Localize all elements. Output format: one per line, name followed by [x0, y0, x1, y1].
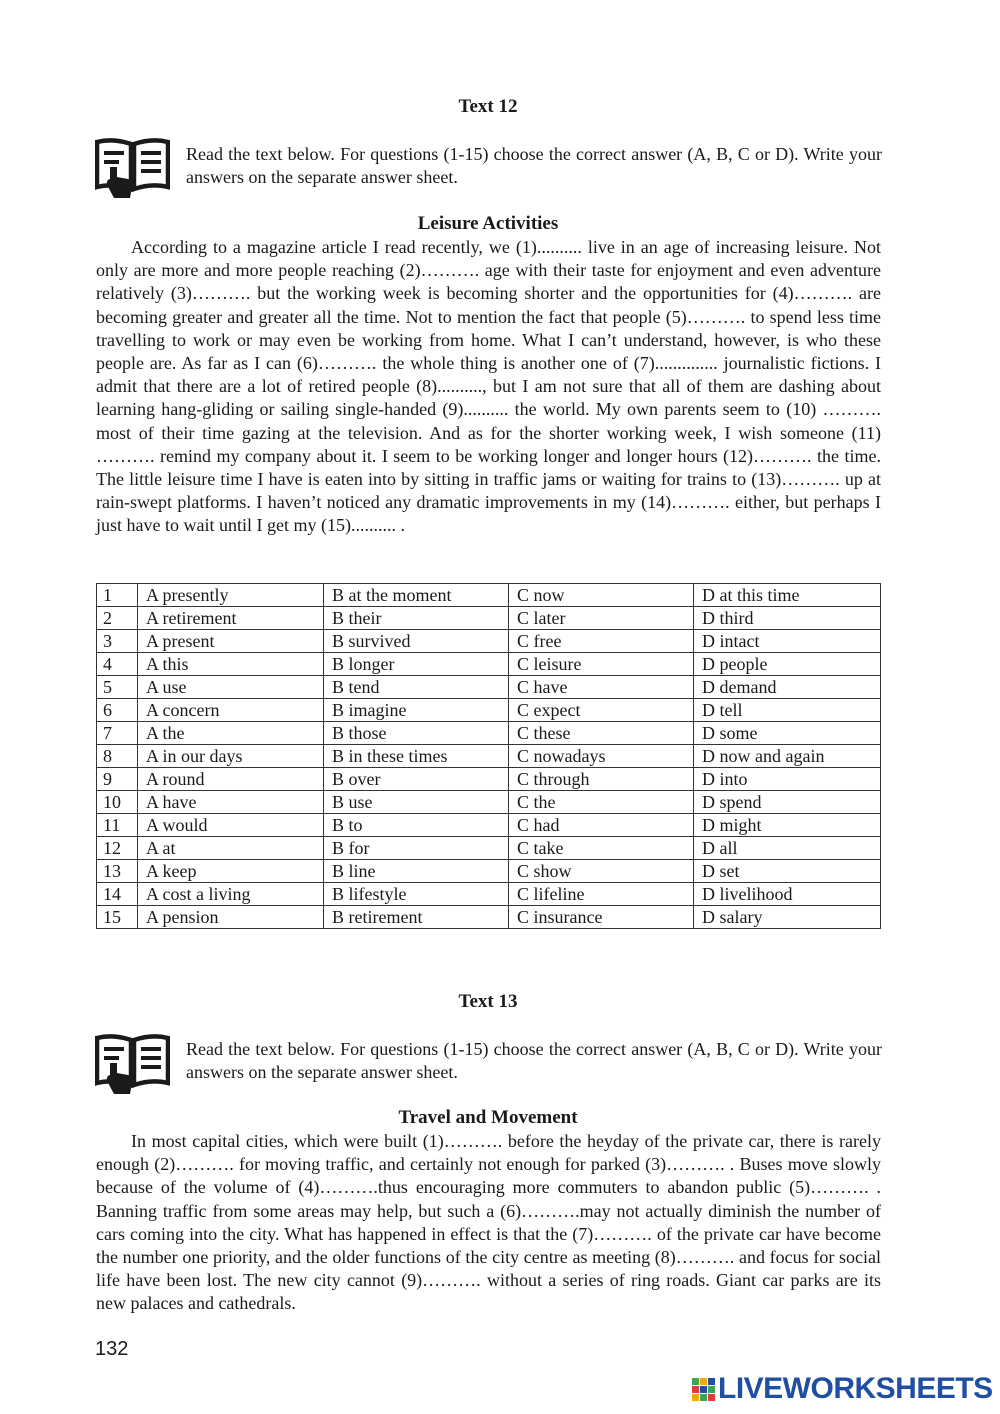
option-a: A cost a living [138, 883, 324, 906]
option-a: A present [138, 630, 324, 653]
book-reading-icon [95, 137, 170, 199]
option-d: D set [694, 860, 881, 883]
question-number: 7 [97, 722, 138, 745]
options-row [97, 699, 881, 722]
option-b: B imagine [324, 699, 509, 722]
option-b: B to [324, 814, 509, 837]
options-row [97, 722, 881, 745]
option-a: A retirement [138, 607, 324, 630]
option-a: A have [138, 791, 324, 814]
option-d: D some [694, 722, 881, 745]
option-b: B at the moment [324, 584, 509, 607]
option-d: D third [694, 607, 881, 630]
option-c: C these [509, 722, 694, 745]
option-c: C take [509, 837, 694, 860]
option-a: A would [138, 814, 324, 837]
options-row [97, 768, 881, 791]
option-c: C free [509, 630, 694, 653]
option-a: A keep [138, 860, 324, 883]
option-a: A in our days [138, 745, 324, 768]
text12-title: Leisure Activities [417, 213, 559, 234]
option-b: B tend [324, 676, 509, 699]
options-row [97, 630, 881, 653]
option-c: C show [509, 860, 694, 883]
options-row [97, 745, 881, 768]
question-number: 5 [97, 676, 138, 699]
option-a: A the [138, 722, 324, 745]
option-d: D might [694, 814, 881, 837]
option-d: D all [694, 837, 881, 860]
option-c: C insurance [509, 906, 694, 929]
option-b: B those [324, 722, 509, 745]
question-number: 1 [97, 584, 138, 607]
option-d: D into [694, 768, 881, 791]
option-d: D demand [694, 676, 881, 699]
option-c: C through [509, 768, 694, 791]
question-number: 10 [97, 791, 138, 814]
option-b: B in these times [324, 745, 509, 768]
option-c: C expect [509, 699, 694, 722]
option-d: D tell [694, 699, 881, 722]
option-b: B use [324, 791, 509, 814]
text13-title: Travel and Movement [398, 1107, 578, 1128]
option-b: B line [324, 860, 509, 883]
option-c: C leisure [509, 653, 694, 676]
page-number: 132 [95, 1338, 129, 1360]
option-a: A use [138, 676, 324, 699]
option-b: B over [324, 768, 509, 791]
option-c: C nowadays [509, 745, 694, 768]
option-a: A presently [138, 584, 324, 607]
question-number: 2 [97, 607, 138, 630]
question-number: 3 [97, 630, 138, 653]
options-row [97, 814, 881, 837]
option-b: B retirement [324, 906, 509, 929]
question-number: 4 [97, 653, 138, 676]
question-number: 9 [97, 768, 138, 791]
text12-instruction: Read the text below. For questions (1-15) choose the correct answer (A, B, C or D). Write your answers on the separate answer sheet. [186, 144, 882, 187]
option-a: A this [138, 653, 324, 676]
liveworksheets-logo-icon [692, 1376, 716, 1402]
option-a: A at [138, 837, 324, 860]
options-row [97, 653, 881, 676]
text12-heading: Text 12 [458, 96, 518, 117]
option-a: A pension [138, 906, 324, 929]
options-row [97, 837, 881, 860]
text13-passage: In most capital cities, which were built (1)………. before the heyday of the private car, there is rarely enough (2)………. for moving traffic, and certainly not enough for parked (3)………. . Buses move slowly because of the volume of (4)……….thus encouraging more commuters to abandon public (5)………. . Banning traffic from some areas may help, but such a (6)……….may not actually diminish the number of cars coming into the city. What has happened in effect is that the (7)………. of the private car have become the number one priority, and the older functions of the city centre as meeting (8)………. and focus for social life have been lost. The new city cannot (9)………. without a series of ring roads. Giant car parks are its new palaces and cathedrals. [96, 1131, 881, 1314]
options-row [97, 676, 881, 699]
option-c: C have [509, 676, 694, 699]
logo-text: LIVEWORKSHEETS [718, 1372, 993, 1405]
question-number: 6 [97, 699, 138, 722]
option-b: B lifestyle [324, 883, 509, 906]
options-row [97, 906, 881, 929]
options-row [97, 883, 881, 906]
question-number: 14 [97, 883, 138, 906]
question-number: 11 [97, 814, 138, 837]
text13-heading: Text 13 [458, 991, 518, 1012]
options-row [97, 607, 881, 630]
liveworksheets-logo [692, 1372, 993, 1406]
option-b: B for [324, 837, 509, 860]
text12-options-table [96, 583, 881, 929]
option-c: C now [509, 584, 694, 607]
question-number: 12 [97, 837, 138, 860]
option-c: C the [509, 791, 694, 814]
text12-passage: According to a magazine article I read recently, we (1).......... live in an age of increasing leisure. Not only are more and more people reaching (2)………. age with their taste for enjoyment and even adventure relatively (3)………. but the working week is becoming shorter and the opportunities for (4)………. are becoming greater and greater all the time. Not to mention the fact that people (5)………. to spend less time travelling to work or may even be working from home. What I can’t understand, however, is who these people are. As far as I can (6)………. the whole thing is another one of (7).............. journalistic fictions. I admit that there are a lot of retired people (8).........., but I am not sure that all of them are dashing about learning hang-gliding or sailing single-handed (9).......... the world. My own parents seem to (10) ………. most of their time gazing at the television. And as for the shorter working week, I wish someone (11) ………. remind my company about it. I seem to be working longer and longer hours (12)………. the time. The little leisure time I have is eaten into by sitting in traffic jams or waiting for trains to (13)………. up at rain-swept platforms. I haven’t noticed any dramatic improvements in my (14)………. either, but perhaps I just have to wait until I get my (15).......... . [96, 237, 881, 536]
option-d: D livelihood [694, 883, 881, 906]
text13-instruction: Read the text below. For questions (1-15) choose the correct answer (A, B, C or D). Write your answers on the separate answer sheet. [186, 1039, 882, 1082]
option-a: A concern [138, 699, 324, 722]
question-number: 13 [97, 860, 138, 883]
option-c: C lifeline [509, 883, 694, 906]
option-d: D now and again [694, 745, 881, 768]
option-d: D spend [694, 791, 881, 814]
question-number: 8 [97, 745, 138, 768]
option-b: B longer [324, 653, 509, 676]
option-d: D salary [694, 906, 881, 929]
options-row [97, 584, 881, 607]
question-number: 15 [97, 906, 138, 929]
option-b: B survived [324, 630, 509, 653]
options-row [97, 791, 881, 814]
option-d: D people [694, 653, 881, 676]
option-d: D intact [694, 630, 881, 653]
option-b: B their [324, 607, 509, 630]
option-c: C later [509, 607, 694, 630]
option-a: A round [138, 768, 324, 791]
options-row [97, 860, 881, 883]
book-reading-icon [95, 1033, 170, 1095]
option-c: C had [509, 814, 694, 837]
option-d: D at this time [694, 584, 881, 607]
